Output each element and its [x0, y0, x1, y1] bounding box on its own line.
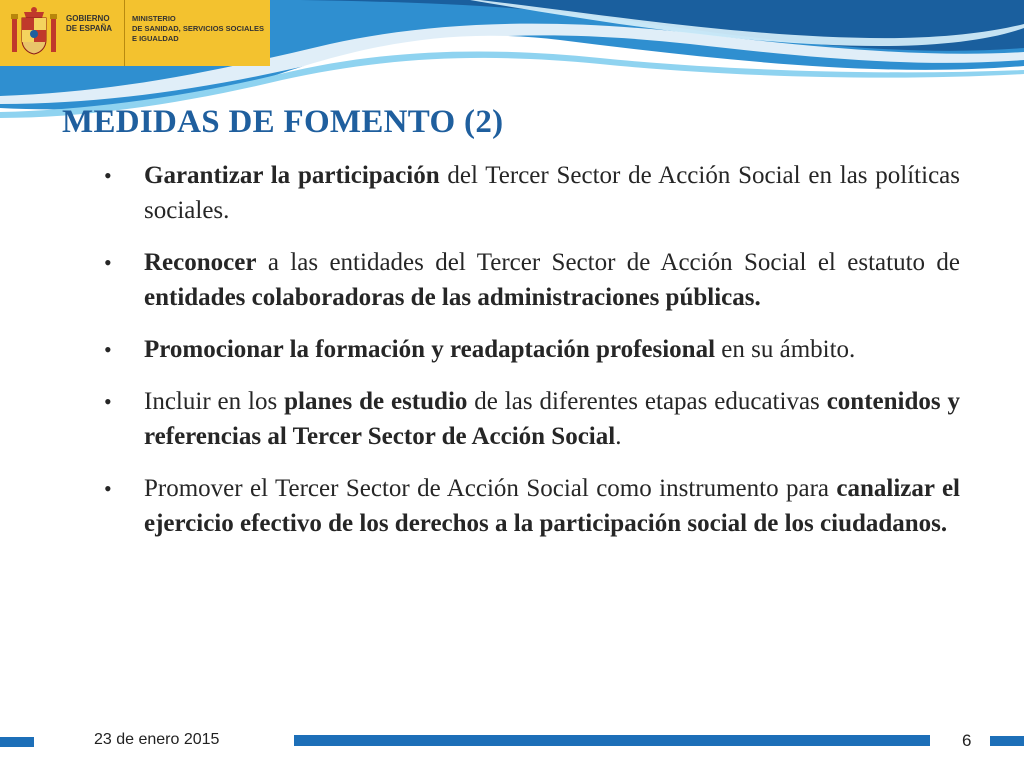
- bold-text-segment: Promocionar la formación y readaptación profesional: [144, 336, 716, 363]
- text-segment: a las entidades del Tercer Sector de Acción Social el estatuto de: [256, 249, 960, 276]
- ministry-line-1: MINISTERIO: [132, 14, 176, 23]
- bullet-item: [104, 332, 960, 367]
- text-segment: Promover el Tercer Sector de Acción Social como instrumento para: [144, 475, 837, 502]
- text-segment: de las diferentes etapas educativas: [467, 388, 827, 415]
- text-segment: .: [615, 423, 622, 450]
- bullet-dot-icon: •: [104, 337, 112, 362]
- page-number: 6: [962, 731, 972, 750]
- text-segment: del Tercer Sector de Acción Social en las políticas sociales.: [144, 162, 960, 224]
- bullet-dot-icon: •: [104, 250, 112, 275]
- bullet-1-text: [144, 162, 960, 224]
- bullet-item: [104, 158, 960, 228]
- bold-text-segment: Reconocer: [144, 249, 257, 276]
- government-logo-block: [0, 0, 270, 66]
- bullet-item: [104, 471, 960, 541]
- bullet-2-text: [144, 249, 960, 311]
- bold-text-segment: Garantizar la participación: [144, 162, 440, 189]
- bullet-dot-icon: •: [104, 476, 112, 501]
- footer-left-bar: [0, 737, 34, 747]
- government-name: [66, 14, 118, 34]
- ministry-line-3: E IGUALDAD: [132, 34, 179, 43]
- bullet-item: [104, 245, 960, 315]
- footer-right-bar: [990, 736, 1024, 746]
- bullet-dot-icon: •: [104, 389, 112, 414]
- bullet-4-text: [144, 388, 960, 450]
- bold-text-segment: contenidos y referencias al Tercer Sector de Acción Social: [144, 388, 960, 450]
- bullet-5-text: [144, 475, 960, 537]
- logo-divider: [124, 0, 125, 66]
- footer-date: 23 de enero 2015: [94, 731, 220, 748]
- bullet-3-text: [144, 336, 855, 363]
- bold-text-segment: planes de estudio: [284, 388, 468, 415]
- ministry-name: [132, 14, 268, 44]
- bold-text-segment: entidades colaboradoras de las administraciones públicas.: [144, 284, 761, 311]
- bullet-dot-icon: •: [104, 163, 112, 188]
- bullet-item: [104, 384, 960, 454]
- government-line-2: DE ESPAÑA: [66, 24, 113, 33]
- bullet-list: [104, 158, 960, 558]
- footer-bar: [294, 735, 930, 746]
- slide-title: MEDIDAS DE FOMENTO (2): [62, 104, 504, 140]
- text-segment: Incluir en los: [144, 388, 285, 415]
- coat-of-arms-icon: [10, 6, 58, 58]
- bold-text-segment: canalizar el ejercicio efectivo de los derechos a la participación social de los ciudadanos.: [144, 475, 960, 537]
- government-line-1: GOBIERNO: [66, 14, 110, 23]
- ministry-line-2: DE SANIDAD, SERVICIOS SOCIALES: [132, 24, 264, 33]
- text-segment: en su ámbito.: [715, 336, 856, 363]
